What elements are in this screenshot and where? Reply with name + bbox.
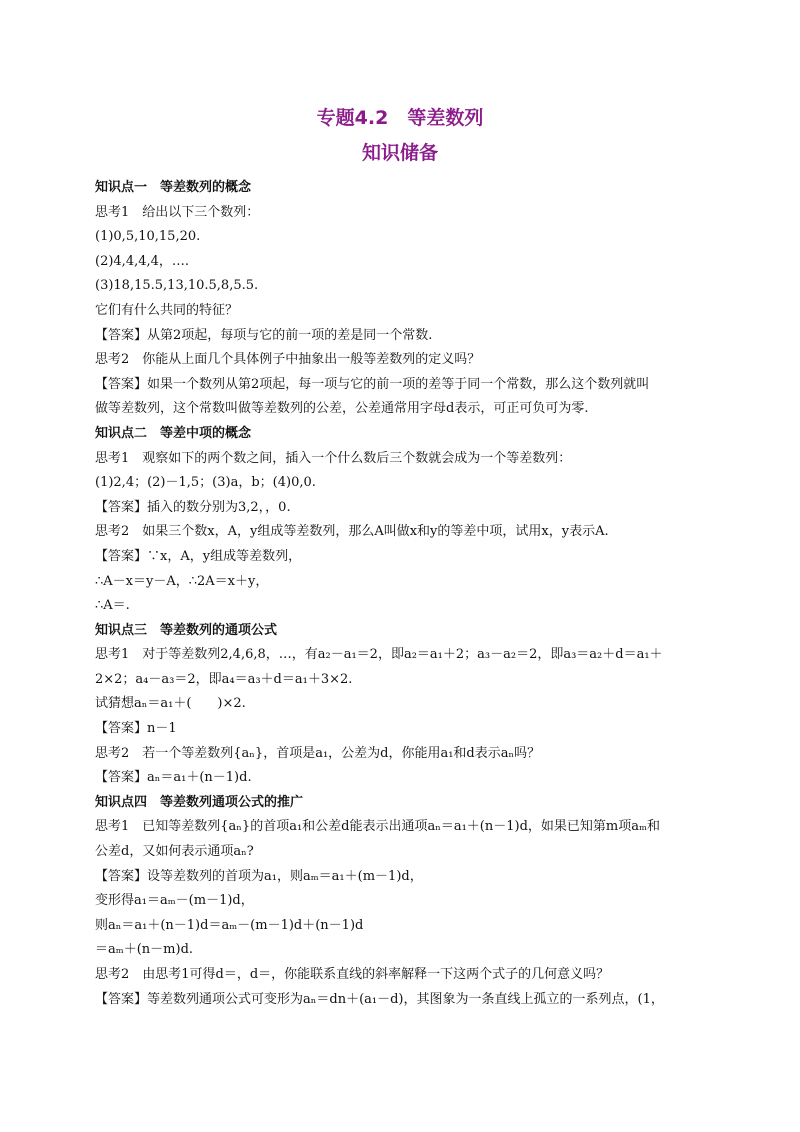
text-line: 【答案】从第2项起，每项与它的前一项的差是同一个常数. — [95, 327, 433, 343]
text-line: (1)0,5,10,15,20. — [95, 229, 201, 245]
text-line: 试猜想aₙ＝a₁＋( )×2. — [95, 696, 246, 712]
text-line: 公差d，又如何表示通项aₙ? — [95, 844, 254, 860]
page-title: 专题4.2 等差数列 — [316, 107, 484, 129]
section-heading: 知识点三 等差数列的通项公式 — [95, 622, 278, 638]
text-line: ∴A－x＝y－A，∴2A＝x＋y， — [95, 573, 269, 589]
section-heading: 知识点四 等差数列通项公式的推广 — [95, 794, 304, 810]
text-line: 思考2 如果三个数x，A，y组成等差数列，那么A叫做x和y的等差中项，试用x，y表示A. — [95, 524, 609, 540]
text-line: 则aₙ＝a₁＋(n－1)d＝aₘ－(m－1)d＋(n－1)d — [95, 917, 364, 933]
text-line: 思考1 已知等差数列{aₙ}的首项a₁和公差d能表示出通项aₙ＝a₁＋(n－1)d，如果已知第m项aₘ和 — [95, 819, 660, 835]
text-line: (2)4,4,4,4，…. — [95, 253, 190, 269]
text-line: 做等差数列，这个常数叫做等差数列的公差，公差通常用字母d表示，可正可负可为零. — [95, 401, 589, 417]
text-line: 思考2 由思考1可得d＝，d＝，你能联系直线的斜率解释一下这两个式子的几何意义吗？ — [95, 967, 610, 982]
page-subtitle: 知识储备 — [361, 142, 438, 164]
section-heading: 知识点一 等差数列的概念 — [95, 180, 252, 195]
text-line: 思考1 给出以下三个数列： — [95, 204, 260, 220]
text-line: 【答案】等差数列通项公式可变形为aₙ＝dn＋(a₁－d)，其图象为一条直线上孤立的一系列点，(1， — [95, 991, 664, 1007]
text-line: 思考2 你能从上面几个具体例子中抽象出一般等差数列的定义吗？ — [95, 352, 481, 368]
text-line: 它们有什么共同的特征？ — [95, 302, 239, 318]
text-line: 【答案】∵x，A，y组成等差数列， — [95, 548, 302, 564]
text-line: 【答案】设等差数列的首项为a₁，则aₘ＝a₁＋(m－1)d， — [95, 868, 423, 884]
text-line: 【答案】如果一个数列从第2项起，每一项与它的前一项的差等于同一个常数，那么这个数列就叫 — [95, 376, 650, 392]
text-line: 【答案】n－1 — [95, 721, 177, 737]
text-line: 变形得a₁＝aₘ－(m－1)d， — [95, 893, 254, 909]
text-line: ＝aₘ＋(n－m)d. — [95, 942, 194, 958]
text-line: 思考1 观察如下的两个数之间，插入一个什么数后三个数就会成为一个等差数列： — [95, 450, 572, 466]
text-line: 【答案】aₙ＝a₁＋(n－1)d. — [95, 770, 252, 786]
document-body — [95, 176, 705, 1012]
text-line: (1)2,4；(2)－1,5；(3)a，b；(4)0,0. — [95, 475, 316, 491]
text-line: (3)18,15.5,13,10.5,8,5.5. — [95, 278, 259, 294]
text-line: 思考1 对于等差数列2,4,6,8，…，有a₂－a₁＝2，即a₂＝a₁＋2；a₃－a₂＝2，即a₃＝a₂＋d＝a₁＋ — [95, 647, 663, 663]
text-line: 思考2 若一个等差数列{aₙ}，首项是a₁，公差为d，你能用a₁和d表示aₙ吗？ — [95, 745, 541, 761]
text-line: ∴A＝. — [95, 598, 130, 614]
text-line: 2×2；a₄－a₃＝2，即a₄＝a₃＋d＝a₁＋3×2. — [95, 671, 353, 687]
text-line: 【答案】插入的数分别为3,2，，0. — [95, 499, 291, 515]
section-heading: 知识点二 等差中项的概念 — [95, 425, 252, 441]
